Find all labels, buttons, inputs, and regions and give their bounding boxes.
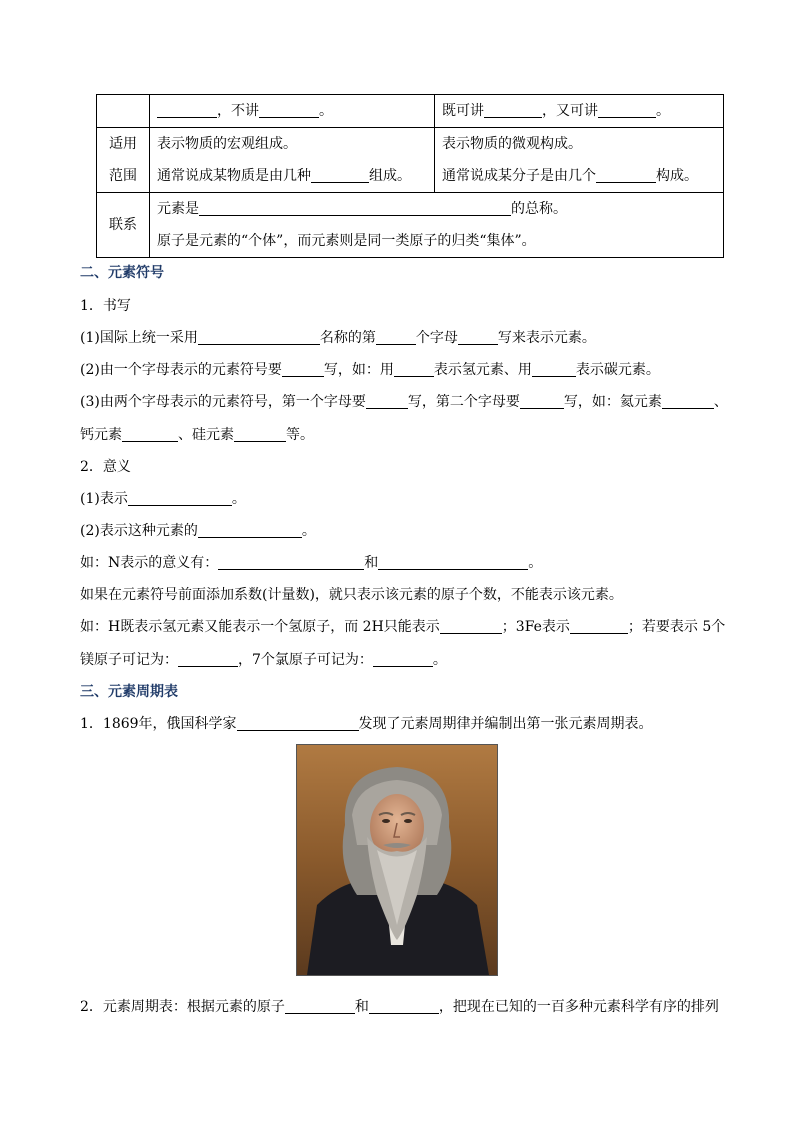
comparison-table <box>96 94 724 258</box>
blank <box>259 102 319 118</box>
blank <box>378 554 528 570</box>
paragraph: 如：H既表示氢元素又能表示一个氢原子，而 2H只能表示 ；3Fe表示 ；若要表示 5个 <box>80 619 726 635</box>
blank <box>598 102 656 118</box>
blank <box>157 102 217 118</box>
blank <box>198 329 320 345</box>
blank <box>596 167 656 183</box>
paragraph: 1．1869年，俄国科学家 发现了元素周期律并编制出第一张元素周期表。 <box>80 716 653 732</box>
row2-left-cell: 表示物质的宏观组成。 通常说成某物质是由几种 组成。 <box>150 128 435 193</box>
blank <box>458 329 498 345</box>
subsection-title: 2．意义 <box>80 459 131 475</box>
paragraph: 钙元素 、硅元素 等。 <box>80 427 314 443</box>
paragraph: 如果在元素符号前面添加系数(计量数)，就只表示该元素的原子个数，不能表示该元素。 <box>80 587 623 603</box>
blank <box>369 998 439 1014</box>
paragraph: (2)由一个字母表示的元素符号要 写，如：用 表示氢元素、用 表示碳元素。 <box>80 362 660 378</box>
blank <box>122 426 178 442</box>
paragraph: 如：N表示的意义有： 和 。 <box>80 555 543 571</box>
blank <box>484 102 542 118</box>
row3-cell: 元素是 的总称。 原子是元素的“个体”，而元素则是同一类原子的归类“集体”。 <box>150 193 724 258</box>
blank <box>218 554 364 570</box>
paragraph: (1)国际上统一采用 名称的第 个字母 写来表示元素。 <box>80 330 596 346</box>
row3-label: 联系 <box>97 193 150 258</box>
portrait-illustration <box>297 745 497 975</box>
row2-right-cell: 表示物质的微观构成。 通常说成某分子是由几个 构成。 <box>435 128 724 193</box>
table-row <box>97 193 724 258</box>
row1-left-cell: ，不讲 。 <box>150 95 435 128</box>
subsection-title: 1．书写 <box>80 298 131 314</box>
blank <box>199 200 511 216</box>
paragraph: (2)表示这种元素的 。 <box>80 523 316 539</box>
blank <box>237 715 359 731</box>
row1-right-cell: 既可讲 ，又可讲 。 <box>435 95 724 128</box>
blank <box>532 361 576 377</box>
section-heading: 二、元素符号 <box>80 265 164 281</box>
section-heading: 三、元素周期表 <box>80 684 178 700</box>
blank <box>234 426 286 442</box>
table-row <box>97 128 724 193</box>
blank <box>440 618 502 634</box>
blank <box>520 393 564 409</box>
paragraph: (3)由两个字母表示的元素符号，第一个字母要 写，第二个字母要 写，如：氦元素 、 <box>80 394 728 410</box>
paragraph: 镁原子可记为： ，7个氯原子可记为： 。 <box>80 652 447 668</box>
blank <box>178 651 238 667</box>
blank <box>366 393 408 409</box>
blank <box>373 651 433 667</box>
blank <box>662 393 714 409</box>
blank <box>198 522 302 538</box>
row1-label <box>97 95 150 128</box>
row2-label: 适用 范围 <box>97 128 150 193</box>
scientist-portrait <box>296 744 498 976</box>
blank <box>376 329 416 345</box>
paragraph: (1)表示 。 <box>80 491 246 507</box>
blank <box>570 618 628 634</box>
blank <box>394 361 434 377</box>
blank <box>285 998 355 1014</box>
blank <box>128 490 232 506</box>
paragraph: 2．元素周期表：根据元素的原子 和 ，把现在已知的一百多种元素科学有序的排列 <box>80 999 719 1015</box>
blank <box>282 361 324 377</box>
table-row <box>97 95 724 128</box>
blank <box>311 167 369 183</box>
